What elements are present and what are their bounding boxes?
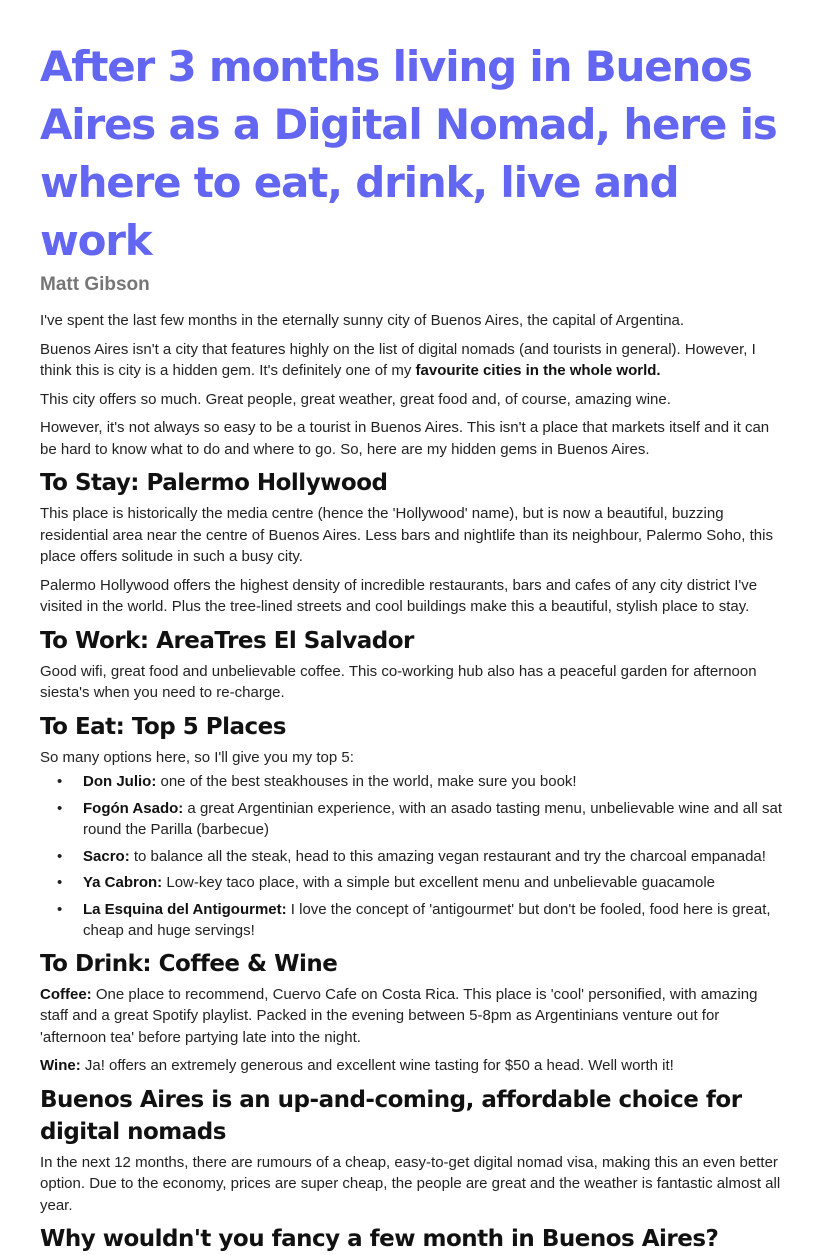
place-description: to balance all the steak, head to this amazing vegan restaurant and try the charcoal empanada! (129, 847, 766, 865)
place-name: Don Julio: (83, 773, 157, 790)
list-item (57, 846, 783, 868)
place-name: La Esquina del Antigourmet: (83, 900, 287, 918)
place-name: Ya Cabron: (83, 874, 163, 891)
conclusion-paragraph: In the next 12 months, there are rumours of a cheap, easy-to-get digital nomad visa, making this an even better option. Due to the economy, prices are super cheap, the people are great and the weather is fantastic almost all year. (40, 1153, 781, 1214)
place-description: a great Argentinian experience, with an asado tasting menu, unbelievable wine and all sat round the Parilla (barbecue) (83, 799, 782, 838)
work-heading: To Work: AreaTres El Salvador (40, 627, 414, 654)
coffee-label: Coffee: (40, 985, 92, 1003)
author-name: Matt Gibson (40, 274, 150, 295)
place-name: Sacro: (83, 847, 130, 865)
bullet-icon: • (57, 874, 63, 891)
coffee-paragraph (40, 984, 783, 1049)
place-description: one of the best steakhouses in the world, make sure you book! (156, 773, 577, 790)
list-item (57, 872, 783, 894)
coffee-text: One place to recommend, Cuervo Cafe on Costa Rica. This place is 'cool' personified, with amazing staff and a great Spotify playlist. Packed in the evening between 5-8pm as Argentinians venture out for 'afternoon tea' before partying late into the night. (40, 985, 758, 1046)
place-description: Low-key taco place, with a simple but excellent menu and unbelievable guacamole (162, 874, 716, 891)
eat-heading: To Eat: Top 5 Places (40, 713, 286, 740)
stay-paragraph-1: This place is historically the media centre (hence the 'Hollywood' name), but is now a beautiful, buzzing residential area near the centre of Buenos Aires. Less bars and nightlife than its neighbour, Palermo Soho, this place offers solitude in such a busy city. (40, 505, 773, 565)
intro-paragraph-2 (40, 339, 783, 382)
list-item (57, 798, 783, 841)
bullet-icon: • (57, 773, 63, 790)
bullet-icon: • (57, 799, 63, 817)
place-name: Fogón Asado: (83, 799, 184, 817)
stay-paragraph-2: Palermo Hollywood offers the highest density of incredible restaurants, bars and cafes of any city district I've visited in the world. Plus the tree-lined streets and cool buildings make this a beautiful, stylish place to stay. (40, 576, 758, 615)
place-description: I love the concept of 'antigourmet' but don't be fooled, food here is great, cheap and huge servings! (83, 900, 771, 939)
wine-paragraph (40, 1055, 783, 1077)
bullet-icon: • (57, 900, 63, 918)
bullet-icon: • (57, 847, 63, 865)
article-title: After 3 months living in Buenos Aires as a Digital Nomad, here is where to eat, drink, live and work (40, 42, 777, 265)
intro-paragraph-4: However, it's not always so easy to be a tourist in Buenos Aires. This isn't a place that markets itself and it can be hard to know what to do and where to go. So, here are my hidden gems in Buenos Aires. (40, 419, 770, 458)
intro-paragraph-3: This city offers so much. Great people, great weather, great food and, of course, amazing wine. (40, 390, 671, 408)
wine-text: Ja! offers an extremely generous and excellent wine tasting for $50 a head. Well worth it! (80, 1057, 674, 1074)
stay-heading: To Stay: Palermo Hollywood (40, 470, 388, 496)
list-item (57, 899, 783, 942)
work-paragraph: Good wifi, great food and unbelievable coffee. This co-working hub also has a peaceful garden for afternoon siesta's when you need to re-charge. (40, 662, 757, 701)
closing-heading: Why wouldn't you fancy a few month in Buenos Aires? (40, 1226, 719, 1252)
eat-intro: So many options here, so I'll give you my top 5: (40, 748, 354, 766)
list-item (57, 771, 783, 793)
eat-list (40, 771, 783, 942)
intro-paragraph-2-bold: favourite cities in the whole world. (415, 362, 661, 379)
conclusion-heading: Buenos Aires is an up-and-coming, affordable choice for digital nomads (40, 1086, 742, 1145)
intro-paragraph-1: I've spent the last few months in the eternally sunny city of Buenos Aires, the capital of Argentina. (40, 312, 685, 329)
wine-label: Wine: (40, 1057, 81, 1074)
intro-paragraph-2-text: Buenos Aires isn't a city that features highly on the list of digital nomads (and tourists in general). However, I think this is city is a hidden gem. It's definitely one of my (40, 340, 756, 379)
drink-heading: To Drink: Coffee & Wine (40, 950, 338, 977)
